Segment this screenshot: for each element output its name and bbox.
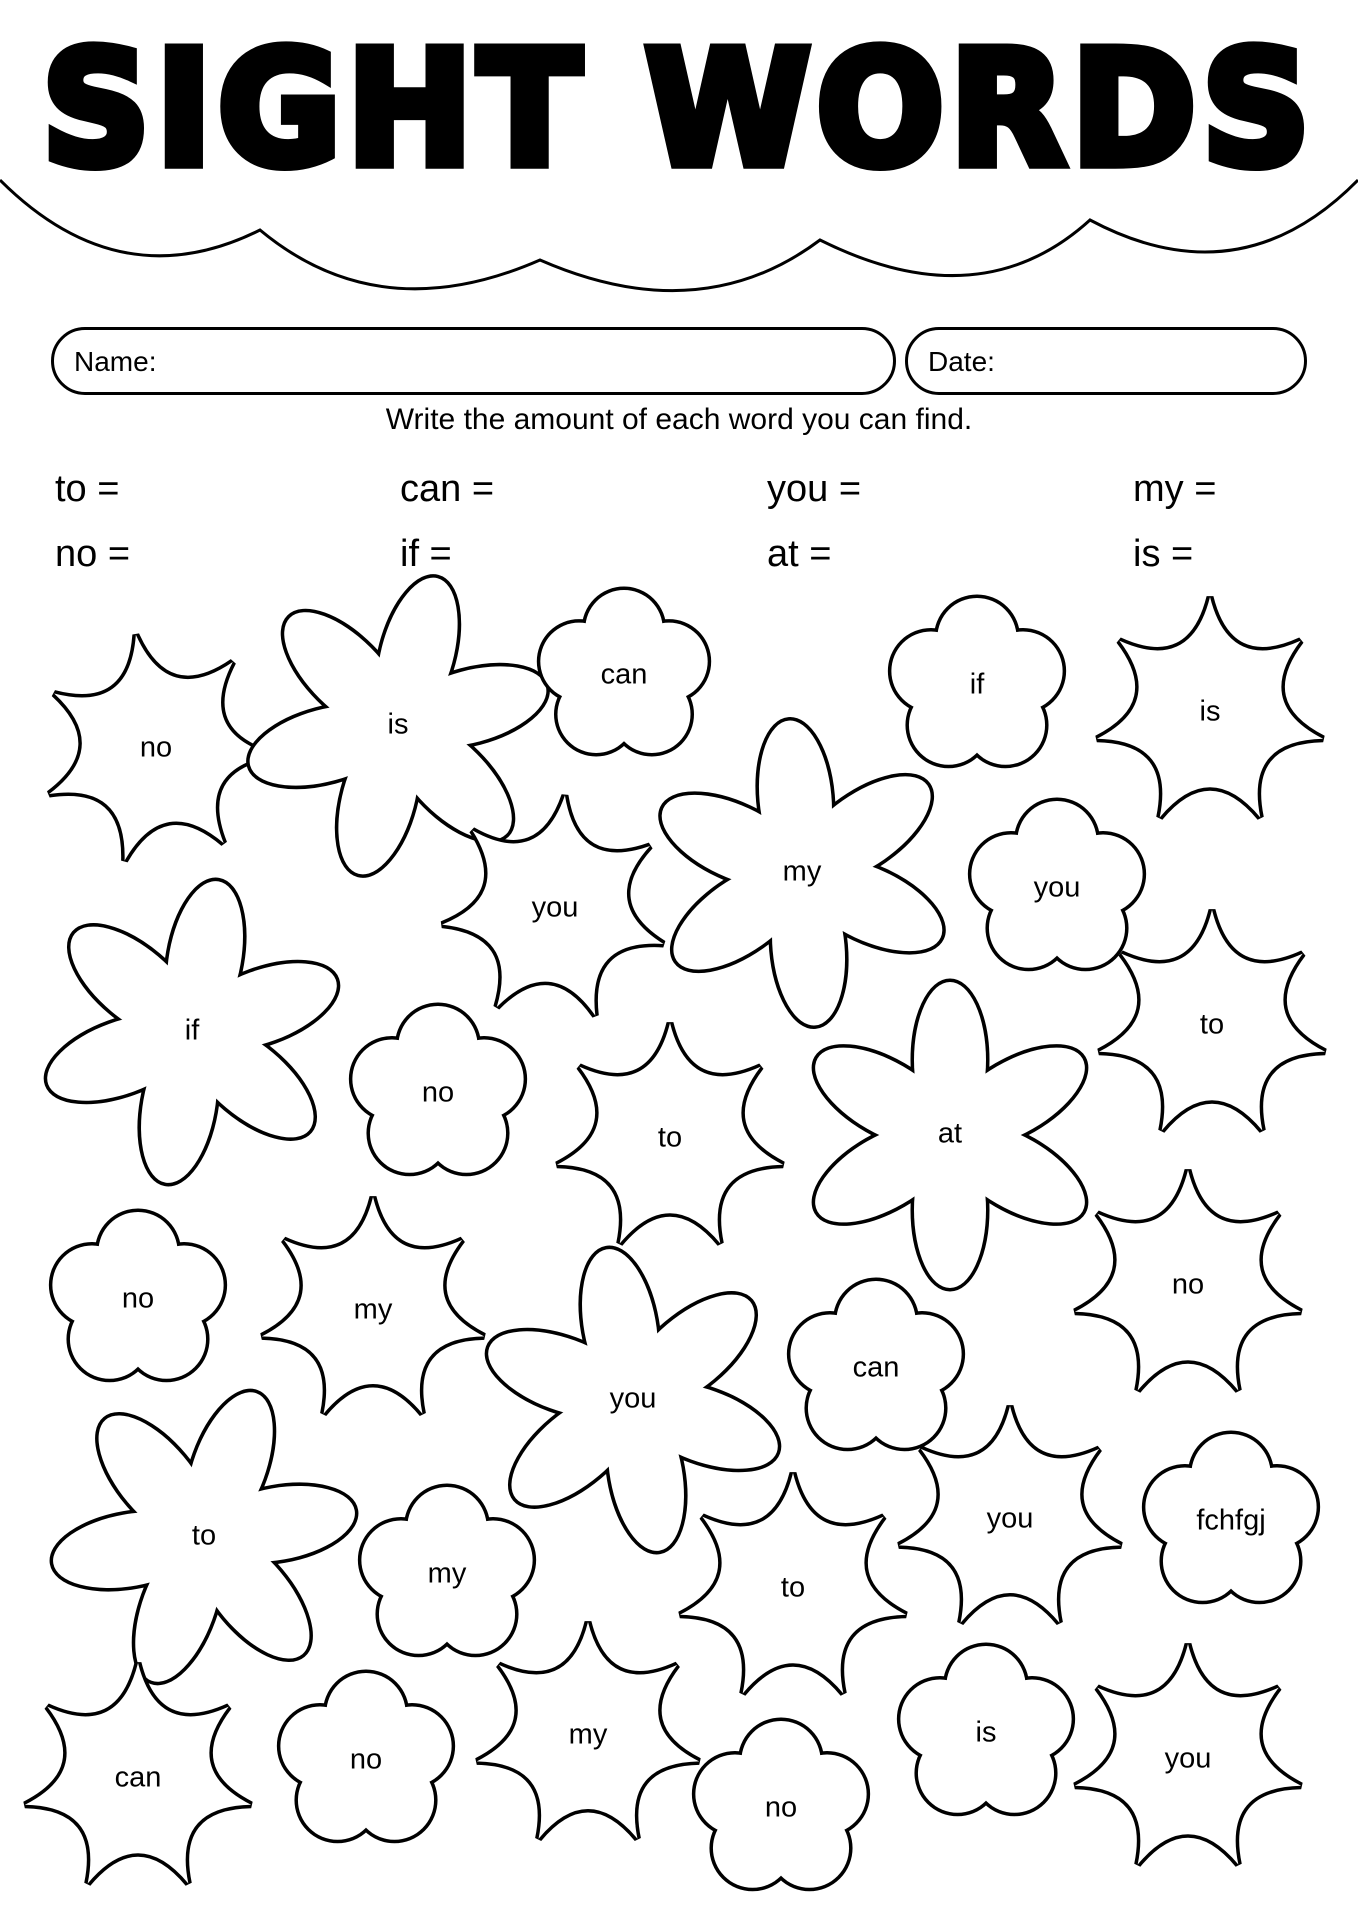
date-label: Date: bbox=[928, 346, 995, 377]
flower-word: can bbox=[114, 1761, 162, 1794]
flower-star[interactable] bbox=[1099, 910, 1325, 1131]
flower-word: you bbox=[986, 1502, 1034, 1535]
flower-star[interactable] bbox=[25, 1663, 251, 1884]
flower-star[interactable] bbox=[1097, 597, 1323, 818]
flower-word: no bbox=[349, 1743, 383, 1776]
flower-cloud[interactable] bbox=[52, 1212, 223, 1379]
flower-word: if bbox=[184, 1014, 200, 1047]
page-title: SIGHT WORDS bbox=[41, 18, 1317, 202]
flower-star[interactable] bbox=[1075, 1644, 1301, 1865]
flower-word: fchfgj bbox=[1196, 1504, 1266, 1537]
flower-word: you bbox=[609, 1382, 657, 1415]
flower-cloud[interactable] bbox=[540, 590, 707, 753]
flower-cloud[interactable] bbox=[1145, 1434, 1316, 1601]
flower-word: no bbox=[1171, 1268, 1205, 1301]
flower-word: is bbox=[387, 708, 409, 741]
count-is[interactable]: is = bbox=[1133, 533, 1194, 575]
flower-word: no bbox=[764, 1791, 798, 1824]
flower-word: you bbox=[1164, 1742, 1212, 1775]
flower-word: to bbox=[780, 1571, 806, 1604]
flower-word: my bbox=[568, 1718, 608, 1751]
flower-word: my bbox=[782, 855, 822, 888]
count-can[interactable]: can = bbox=[400, 468, 495, 510]
flower-word: no bbox=[421, 1076, 455, 1109]
count-to[interactable]: to = bbox=[55, 468, 120, 510]
count-if[interactable]: if = bbox=[400, 533, 452, 575]
flower-star[interactable] bbox=[680, 1473, 906, 1694]
instruction-text: Write the amount of each word you can find. bbox=[385, 403, 973, 436]
flower-word: to bbox=[657, 1121, 683, 1154]
count-my[interactable]: my = bbox=[1133, 468, 1217, 510]
flower-cloud[interactable] bbox=[891, 598, 1062, 765]
flower-word: no bbox=[139, 731, 173, 764]
flower-word: can bbox=[600, 658, 648, 691]
flower-cloud[interactable] bbox=[280, 1673, 451, 1840]
flower-star[interactable] bbox=[1075, 1170, 1301, 1391]
flower-petal[interactable] bbox=[17, 855, 367, 1209]
flower-star[interactable] bbox=[557, 1023, 783, 1244]
count-at[interactable]: at = bbox=[767, 533, 832, 575]
name-label: Name: bbox=[74, 346, 157, 377]
flower-cloud[interactable] bbox=[352, 1006, 523, 1173]
flower-word: you bbox=[531, 891, 579, 924]
flower-cloud[interactable] bbox=[695, 1721, 866, 1888]
flower-word: is bbox=[975, 1716, 997, 1749]
flower-word: my bbox=[353, 1293, 393, 1326]
flower-word: no bbox=[121, 1282, 155, 1315]
flower-cloud[interactable] bbox=[790, 1281, 961, 1448]
flower-petal[interactable] bbox=[799, 982, 1100, 1288]
flower-word: you bbox=[1033, 871, 1081, 904]
flower-star[interactable] bbox=[24, 615, 285, 871]
flower-word: can bbox=[852, 1351, 900, 1384]
flower-star[interactable] bbox=[262, 1197, 484, 1414]
flower-word: to bbox=[191, 1519, 217, 1552]
flower-word: is bbox=[1199, 695, 1221, 728]
count-you[interactable]: you = bbox=[767, 468, 862, 510]
flower-word: if bbox=[969, 668, 985, 701]
flower-word: to bbox=[1199, 1008, 1225, 1041]
count-no[interactable]: no = bbox=[55, 533, 131, 575]
flower-word: my bbox=[427, 1557, 467, 1590]
flower-cloud[interactable] bbox=[971, 801, 1142, 968]
flower-star[interactable] bbox=[477, 1622, 699, 1839]
flower-cloud[interactable] bbox=[361, 1487, 532, 1654]
flower-cloud[interactable] bbox=[900, 1646, 1071, 1813]
flower-word: at bbox=[937, 1117, 963, 1150]
flower-petal[interactable] bbox=[639, 707, 966, 1038]
